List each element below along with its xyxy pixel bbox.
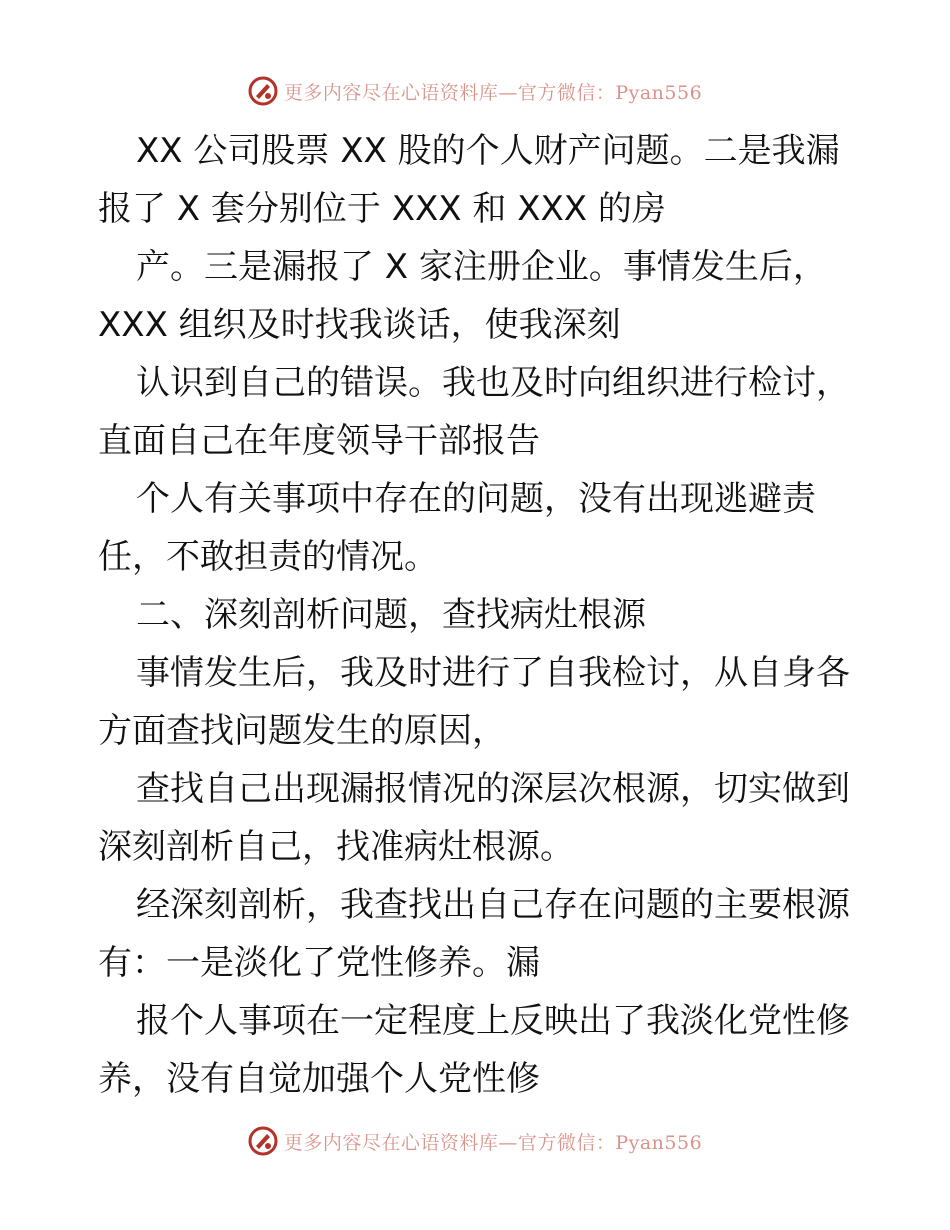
text-line: 产。三是漏报了 X 家注册企业。事情发生后， — [136, 247, 827, 287]
text-line: XXX 组织及时找我谈话，使我深刻 — [98, 305, 621, 345]
seal-logo-icon — [248, 1126, 278, 1156]
seal-logo-icon — [248, 76, 278, 106]
text-line: 直面自己在年度领导干部报告 — [98, 421, 540, 461]
text-line: 经深刻剖析，我查找出自己存在问题的主要根源 — [136, 885, 850, 925]
text-line: 深刻剖析自己，找准病灶根源。 — [98, 827, 574, 867]
text-line: 方面查找问题发生的原因， — [98, 711, 506, 751]
text-line: 报了 X 套分别位于 XXX 和 XXX 的房 — [98, 189, 666, 229]
document-body — [98, 122, 858, 1108]
watermark-text: 更多内容尽在心语资料库—官方微信：Pyan556 — [283, 81, 703, 104]
text-line: 查找自己出现漏报情况的深层次根源，切实做到 — [136, 769, 850, 809]
text-line: XX 公司股票 XX 股的个人财产问题。二是我漏 — [136, 131, 840, 171]
watermark-footer — [0, 1124, 950, 1158]
text-line: 任，不敢担责的情况。 — [98, 537, 438, 577]
text-line: 认识到自己的错误。我也及时向组织进行检讨， — [136, 363, 850, 403]
text-line: 养，没有自觉加强个人党性修 — [98, 1059, 540, 1099]
text-line: 事情发生后，我及时进行了自我检讨，从自身各 — [136, 653, 850, 693]
text-line: 有：一是淡化了党性修养。漏 — [98, 943, 540, 983]
watermark-header — [0, 74, 950, 108]
text-line: 个人有关事项中存在的问题，没有出现逃避责 — [136, 479, 816, 519]
watermark-text: 更多内容尽在心语资料库—官方微信：Pyan556 — [283, 1131, 703, 1154]
text-line: 报个人事项在一定程度上反映出了我淡化党性修 — [136, 1001, 850, 1041]
section-heading: 二、深刻剖析问题，查找病灶根源 — [136, 595, 646, 635]
